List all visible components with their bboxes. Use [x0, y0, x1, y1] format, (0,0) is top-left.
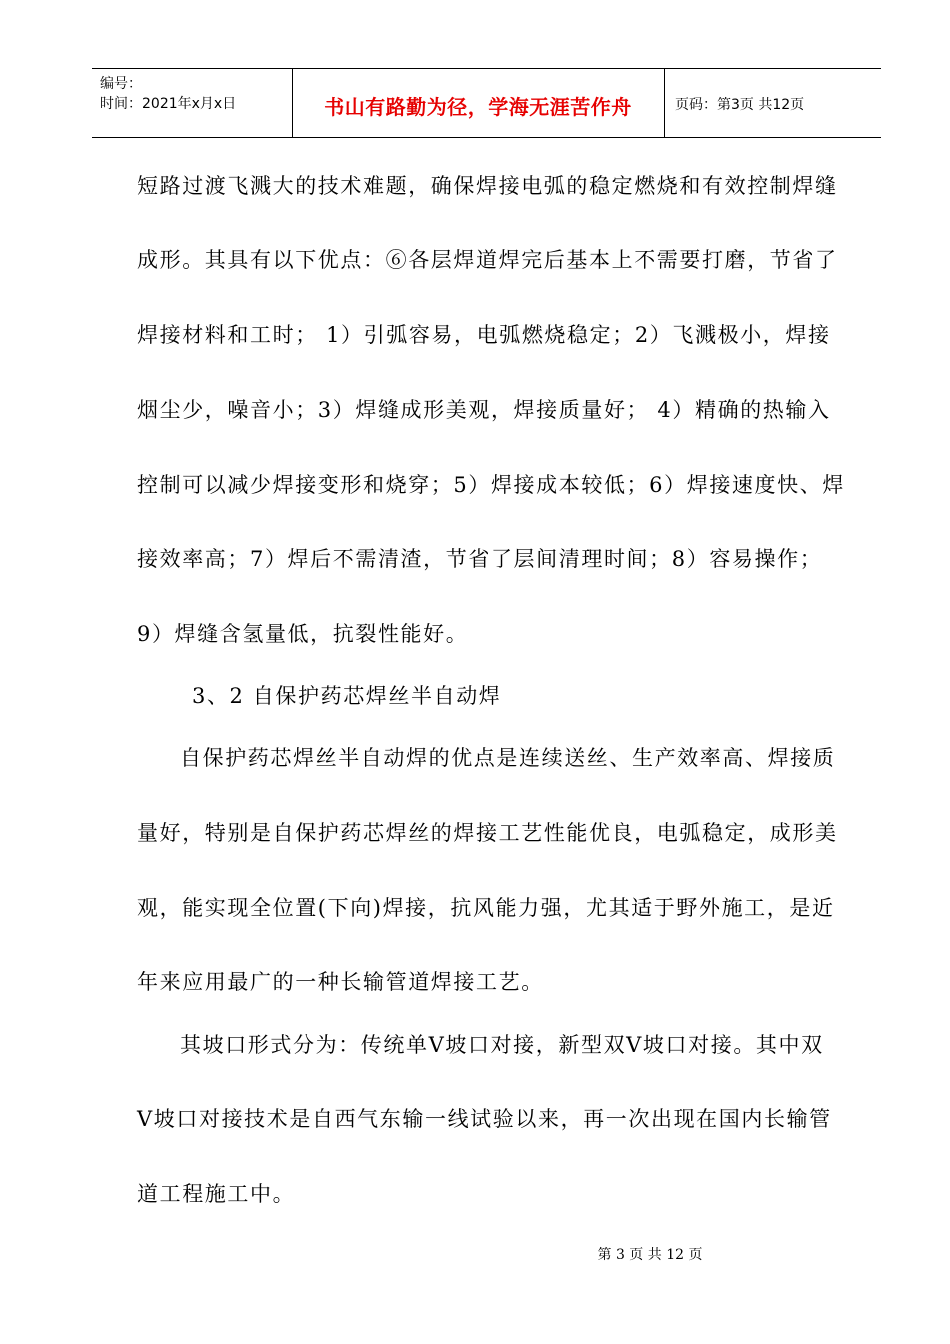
- header-left-cell: [92, 69, 293, 137]
- header-motto-cell: [292, 69, 665, 137]
- body-line: 其坡口形式分为：传统单V坡口对接，新型双V坡口对接。其中双: [180, 1033, 824, 1057]
- body-line: 量好，特别是自保护药芯焊丝的焊接工艺性能优良，电弧稳定，成形美: [137, 821, 838, 845]
- header-page-cell: [665, 69, 881, 137]
- number-label: 编号：: [100, 76, 142, 92]
- body-line: 成形。其具有以下优点：⑥各层焊道焊完后基本上不需要打磨，节省了: [137, 248, 838, 272]
- body-line: V坡口对接技术是自西气东输一线试验以来，再一次出现在国内长输管: [137, 1107, 832, 1131]
- body-line: 自保护药芯焊丝半自动焊的优点是连续送丝、生产效率高、焊接质: [180, 746, 836, 770]
- footer-page-number: 第 3 页 共 12 页: [597, 1247, 703, 1263]
- body-line: 短路过渡飞溅大的技术难题，确保焊接电弧的稳定燃烧和有效控制焊缝: [137, 174, 838, 198]
- body-line: 接效率高；7）焊后不需清渣，节省了层间清理时间；8）容易操作；: [137, 547, 823, 571]
- page-header: [92, 68, 881, 138]
- body-line: 控制可以减少焊接变形和烧穿；5）焊接成本较低；6）焊接速度快、焊: [137, 473, 845, 497]
- body-line: 9）焊缝含氢量低，抗裂性能好。: [137, 622, 469, 646]
- header-page-info: 页码：第3页 共12页: [675, 97, 805, 113]
- body-line: 焊接材料和工时； 1）引弧容易，电弧燃烧稳定；2）飞溅极小，焊接: [137, 323, 831, 347]
- body-line: 年来应用最广的一种长输管道焊接工艺。: [137, 970, 544, 994]
- section-heading: 3、2 自保护药芯焊丝半自动焊: [192, 684, 502, 708]
- time-label: 时间：2021年x月x日: [100, 96, 237, 112]
- body-line: 道工程施工中。: [137, 1182, 296, 1206]
- body-line: 烟尘少，噪音小；3）焊缝成形美观，焊接质量好； 4）精确的热输入: [137, 398, 831, 422]
- motto-text: 书山有路勤为径，学海无涯苦作舟: [324, 95, 632, 119]
- body-line: 观，能实现全位置(下向)焊接，抗风能力强，尤其适于野外施工，是近: [137, 896, 835, 920]
- page-footer: [0, 1244, 950, 1264]
